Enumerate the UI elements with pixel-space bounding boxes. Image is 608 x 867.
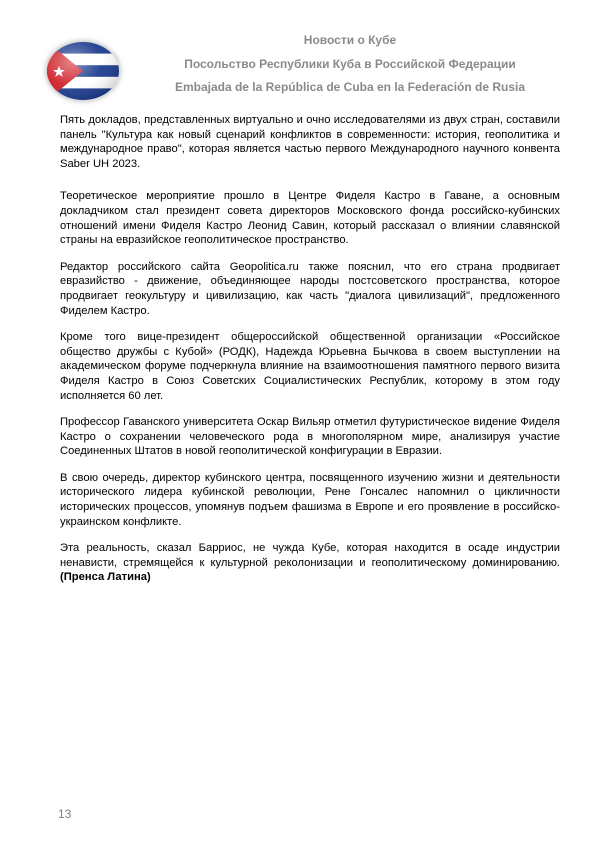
article-paragraph: Профессор Гаванского университета Оскар Вильяр отметил футуристическое видение Фиделя Кастро о сохранении человеческого рода в многополярном мире, анализируя участие Соединенных Штатов в новой геополитической конфигурации в Евразии. — [60, 416, 560, 458]
article-final-paragraph — [60, 541, 560, 585]
article-paragraph: Редактор российского сайта Geopolitica.ru также пояснил, что его страна продвигает евразийство - движение, объединяющее народы постсоветского пространства, которое продвигает геокультуру и цивилизацию, как часть "диалога цивилизаций", предложенного Фиделем Кастро. — [60, 260, 560, 317]
article-source: (Пренса Латина) — [60, 571, 151, 584]
page-header — [0, 0, 608, 110]
article-paragraph: Теоретическое мероприятие прошло в Центре Фиделя Кастро в Гаване, а основным докладчиком стал президент совета директоров Московского фонда российско-кубинских отношений имени Фиделя Кастро Леонид Савин, который рассказал о влиянии славянской страны на евразийское геополитическое пространство. — [60, 190, 560, 247]
article-paragraph: Пять докладов, представленных виртуально и очно исследователями из двух стран, составили панель "Культура как новый сценарий конфликтов в современности: история, геополитика и международное право", которая является частью первого Международного научного конвента Saber UH 2023. — [60, 114, 560, 170]
newsletter-title: Новости о Кубе — [303, 33, 397, 47]
article-paragraph: Кроме того вице-президент общероссийской общественной организации «Российское общество дружбы с Кубой» (РОДК), Надежда Юрьевна Бычкова в своем выступлении на академическом форуме подчеркнула влияние на взаимоотношения памятного первого визита Фиделя Кастро в Союз Советских Социалистических Республик, которому в этом году исполняется 60 лет. — [60, 331, 560, 402]
article-paragraph-text: Эта реальность, сказал Барриос, не чужда Кубе, которая находится в осаде индустрии ненависти, стремящейся к культурной реколонизации и геополитическому доминированию. — [60, 542, 560, 569]
article-paragraph: В свою очередь, директор кубинского центра, посвященного изучению жизни и деятельности исторического лидера кубинской революции, Рене Гонсалес напомнил о цикличности исторических процессов, упомянув подъем фашизма в Европе и его проявление в российско-украинском конфликте. — [60, 471, 560, 528]
cuban-flag-icon — [47, 42, 119, 100]
embassy-name-es: Embajada de la República de Cuba en la Federación de Rusia — [174, 80, 526, 94]
page-number: 13 — [58, 807, 72, 821]
embassy-name-ru: Посольство Республики Куба в Российской Федерации — [184, 57, 516, 71]
article-body — [60, 113, 560, 597]
